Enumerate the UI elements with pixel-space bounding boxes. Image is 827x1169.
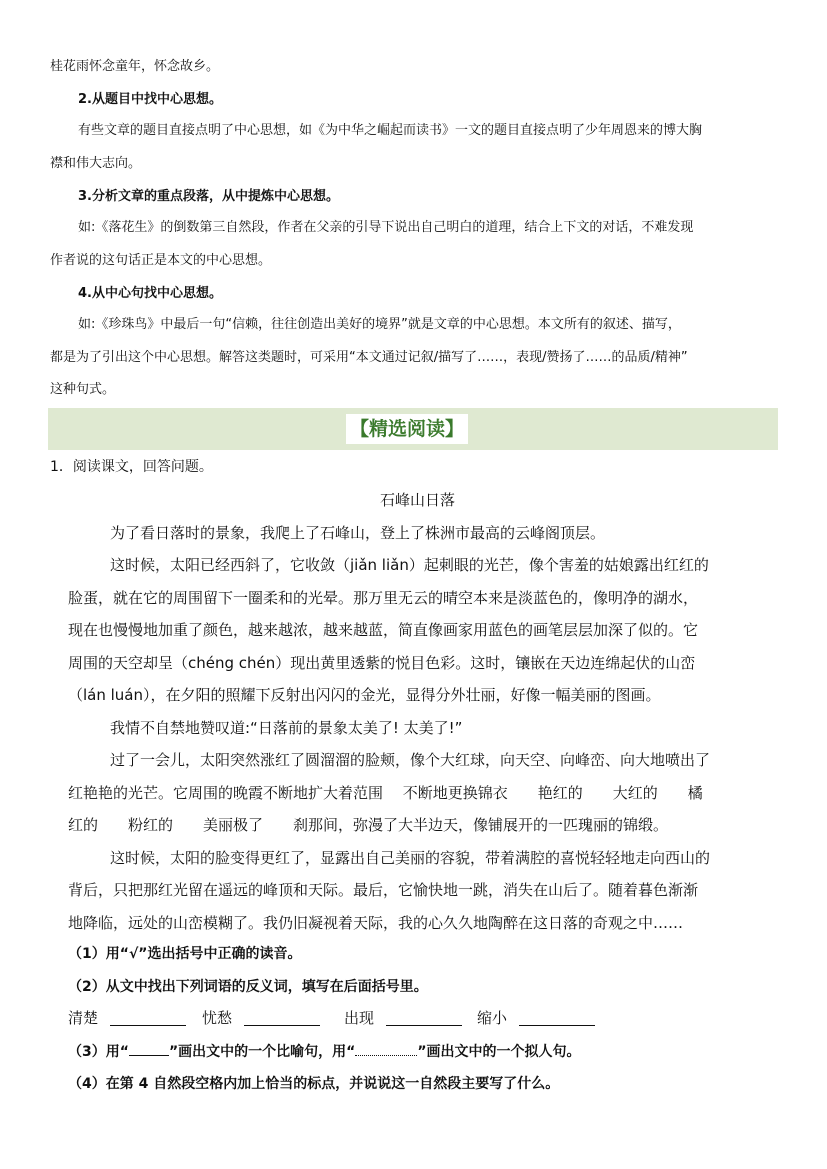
question-3-part-b: ”画出文中的一个比喻句，用“ [168, 1044, 356, 1060]
passage-line: 红的 粉红的 美丽极了 刹那间，弥漫了大半边天，像铺展开的一匹瑰丽的锦缎。 [68, 816, 669, 834]
passage-line: 过了一会儿，太阳突然涨红了圆溜溜的脸颊，像个大红球，向天空、向峰峦、向大地喷出了 [110, 751, 711, 769]
passage-line: 现在也慢慢地加重了颜色，越来越浓，越来越蓝，简直像画家用蓝色的画笔层层加深了似的。它 [68, 621, 699, 639]
text-line: 如:《珍珠鸟》中最后一句“信赖，往往创造出美好的境界”就是文章的中心思想。本文所有的叙述、描写， [78, 317, 681, 332]
passage-line: 为了看日落时的景象，我爬上了石峰山，登上了株洲市最高的云峰阁顶层。 [110, 524, 606, 542]
text-line: 作者说的这句话正是本文的中心思想。 [50, 253, 272, 268]
exercise-intro: 1．阅读课文，回答问题。 [50, 459, 213, 475]
fill-word-1: 清楚 [68, 1009, 99, 1027]
question-3-part-c: ”画出文中的一个拟人句。 [417, 1044, 581, 1060]
text-line: 如:《落花生》的倒数第三自然段，作者在父亲的引导下说出自己明白的道理，结合上下文的对话，不难发现 [78, 220, 694, 235]
fill-blank-1[interactable] [110, 1025, 186, 1026]
passage-line: 这时候，太阳已经西斜了，它收敛（jiǎn liǎn）起刺眼的光芒，像个害羞的姑娘露出红红的 [110, 556, 709, 574]
wavy-line-mark [355, 1043, 417, 1056]
method-3-heading: 3.分析文章的重点段落，从中提炼中心思想。 [78, 189, 339, 204]
section-banner-label: 【精选阅读】 [346, 414, 468, 444]
text-line: 这种句式。 [50, 382, 116, 397]
text-line: 襟和伟大志向。 [50, 156, 142, 171]
method-4-heading: 4.从中心句找中心思想。 [78, 286, 222, 301]
passage-line: 这时候，太阳的脸变得更红了，显露出自己美丽的容貌，带着满腔的喜悦轻轻地走向西山的 [110, 849, 711, 867]
question-3 [68, 1043, 581, 1061]
fill-word-2: 忧愁 [202, 1009, 233, 1027]
passage-line: （lán luán），在夕阳的照耀下反射出闪闪的金光，显得分外壮丽，好像一幅美丽的图画。 [68, 686, 661, 704]
question-3-part-a: （3）用“ [68, 1044, 129, 1060]
passage-line: 脸蛋，就在它的周围留下一圈柔和的光晕。那万里无云的晴空本来是淡蓝色的，像明净的湖水， [68, 589, 699, 607]
question-2: （2）从文中找出下列词语的反义词，填写在后面括号里。 [68, 979, 428, 995]
text-line: 有些文章的题目直接点明了中心思想，如《为中华之崛起而读书》一文的题目直接点明了少年周恩来的博大胸 [78, 123, 703, 138]
question-1: （1）用“√”选出括号中正确的读音。 [68, 946, 302, 962]
fill-blank-3[interactable] [386, 1025, 462, 1026]
straight-line-mark [129, 1043, 169, 1056]
question-4: （4）在第 4 自然段空格内加上恰当的标点，并说说这一自然段主要写了什么。 [68, 1076, 560, 1092]
passage-line: 地降临，远处的山峦模糊了。我仍旧凝视着天际，我的心久久地陶醉在这日落的奇观之中…… [68, 914, 684, 932]
passage-line: 背后，只把那红光留在遥远的峰顶和天际。最后，它愉快地一跳，消失在山后了。随着暮色渐渐 [68, 881, 699, 899]
passage-title: 石峰山日落 [380, 491, 456, 509]
method-2-heading: 2.从题目中找中心思想。 [78, 92, 222, 107]
text-line: 桂花雨怀念童年，怀念故乡。 [50, 59, 220, 74]
fill-blank-4[interactable] [519, 1025, 595, 1026]
passage-line: 周围的天空却呈（chéng chén）现出黄里透紫的悦目色彩。这时，镶嵌在天边连绵起伏的山峦 [68, 654, 696, 672]
text-line: 都是为了引出这个中心思想。解答这类题时，可采用“本文通过记叙/描写了……，表现/赞扬了……的品质/精神” [50, 350, 688, 365]
fill-word-3: 出现 [344, 1009, 375, 1027]
fill-word-4: 缩小 [477, 1009, 508, 1027]
passage-line: 红艳艳的光芒。它周围的晚霞不断地扩大着范围 不断地更换锦衣 艳红的 大红的 橘 [68, 784, 703, 802]
fill-blank-2[interactable] [244, 1025, 320, 1026]
passage-line: 我情不自禁地赞叹道:“日落前的景象太美了! 太美了!” [110, 719, 463, 737]
